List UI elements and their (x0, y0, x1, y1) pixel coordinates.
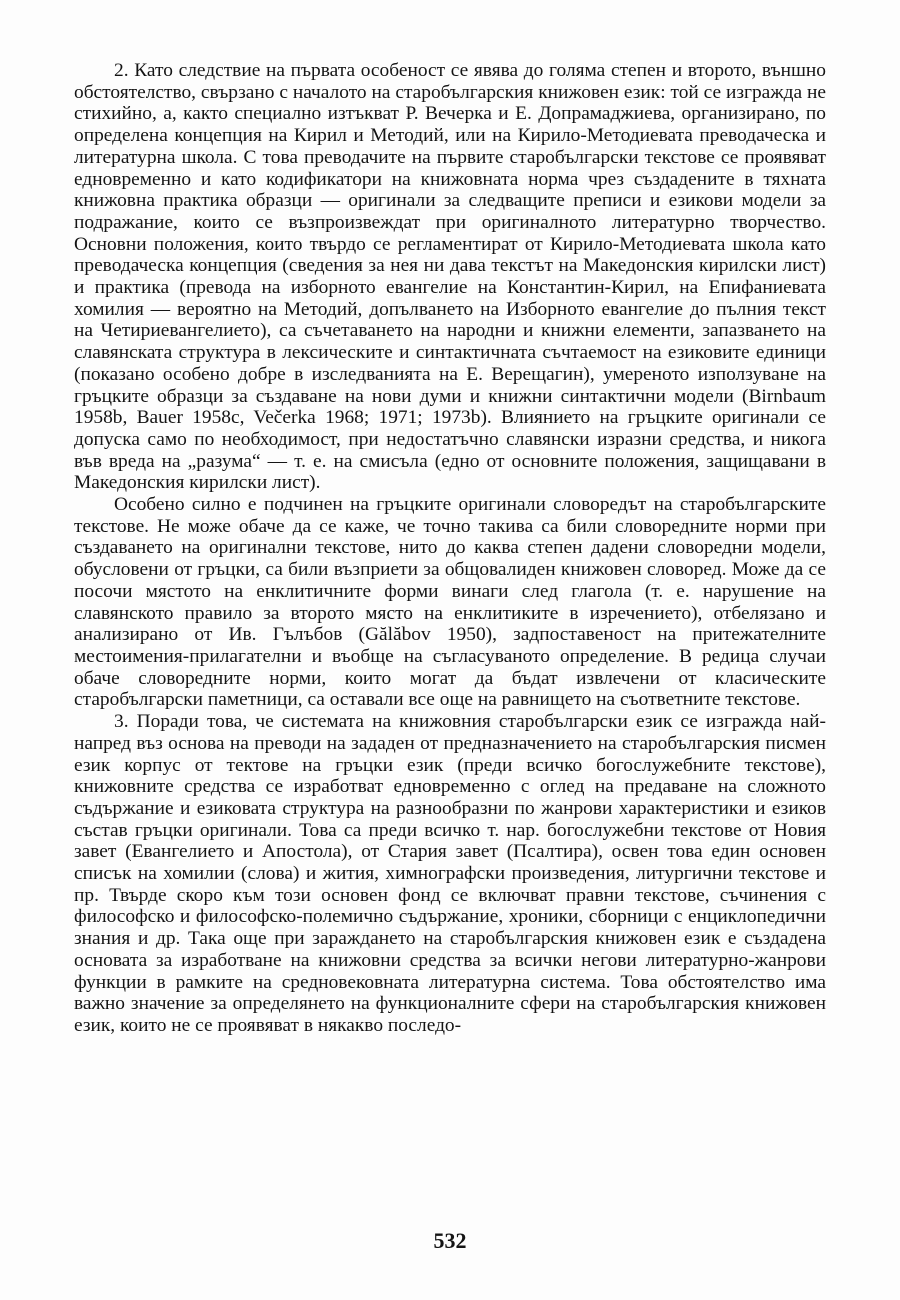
page-number: 532 (433, 1228, 467, 1253)
paragraph-2: Особено силно е подчинен на гръцките оригинали словоредът на старобългарските текстове. Не може обаче да се каже, че точно такива са били словоредните норми при създаването на оригинални текстове, нито до каква степен дадени словоредни модели, обусловени от гръцки, са били възприети за общовалиден книжовен словоред. Може да се посочи мястото на енклитичните форми винаги след глагола (т. е. нарушение на славянското правило за второто място на енклитиките в изречението), отбелязано и анализирано от Ив. Гълъбов (Gălăbov 1950), задпоставеност на притежателните местоимения-прилагателни и въобще на съгласуваното определение. В редица случаи обаче словоредните норми, които могат да бъдат извлечени от класическите старобългарски паметници, са оставали все още на равнището на съответните текстове. (74, 494, 826, 711)
paragraph-3: 3. Поради това, че системата на книжовния старобългарски език се изгражда най-напред въз основа на преводи на зададен от предназначението на старобългарския писмен език корпус от тектове на гръцки език (преди всичко богослужебните текстове), книжовните средства се изработват едновременно с оглед на предаване на сложното съдържание и езиковата структура на разнообразни по жанрови характеристики и езиков състав гръцки оригинали. Това са преди всичко т. нар. богослужебни текстове от Новия завет (Евангелието и Апостола), от Стария завет (Псалтира), освен това един основен списък на хомилии (слова) и жития, химнографски произведения, литургични текстове и пр. Твърде скоро към този основен фонд се включват правни текстове, съчинения с философско и философско-полемично съдържание, хроники, сборници с енциклопедични знания и др. Така още при зараждането на старобългарския книжовен език е създадена основата за изработване на книжовни средства за всички негови литературно-жанрови функции в рамките на средновековната литературна система. Това обстоятелство има важно значение за определянето на функционалните сфери на старобългарския книжовен език, които не се проявяват в някакво последо- (74, 711, 826, 1036)
paragraph-1: 2. Като следствие на първата особеност се явява до голяма степен и второто, външно обстоятелство, свързано с началото на старобългарския книжовен език: той се изгражда не стихийно, а, както специално изтъкват Р. Вечерка и Е. Допрамаджиева, организирано, по определена концепция на Кирил и Методий, или на Кирило-Методиевата преводаческа и литературна школа. С това преводачите на първите старобългарски текстове се проявяват едновременно и като кодификатори на книжовната норма чрез създадените в тяхната книжовна практика образци — оригинали за следващите преписи и езикови модели за подражание, които се възпроизвеждат при оригиналното литературно творчество. Основни положения, които твърдо се регламентират от Кирило-Методиевата школа като преводаческа концепция (сведения за нея ни дава текстът на Македонския кирилски лист) и практика (превода на изборното евангелие на Константин-Кирил, на Епифаниевата хомилия — вероятно на Методий, допълването на Изборното евангелие до пълния текст на Четириевангелието), са съчетаването на народни и книжни елементи, запазването на славянската структура в лексическите и синтактичната съчтаемост на езиковите единици (показано особено добре в изследванията на Е. Верещагин), умереното използуване на гръцките образци за създаване на нови думи и книжни синтактични модели (Birnbaum 1958b, Bauer 1958c, Večerka 1968; 1971; 1973b). Влиянието на гръцките оригинали се допуска само по необходимост, при недостатъчно славянски изразни средства, и никога във вреда на „разума“ — т. е. на смисъла (едно от основните положения, защищавани в Македонския кирилски лист). (74, 60, 826, 494)
body-text (74, 60, 826, 1037)
